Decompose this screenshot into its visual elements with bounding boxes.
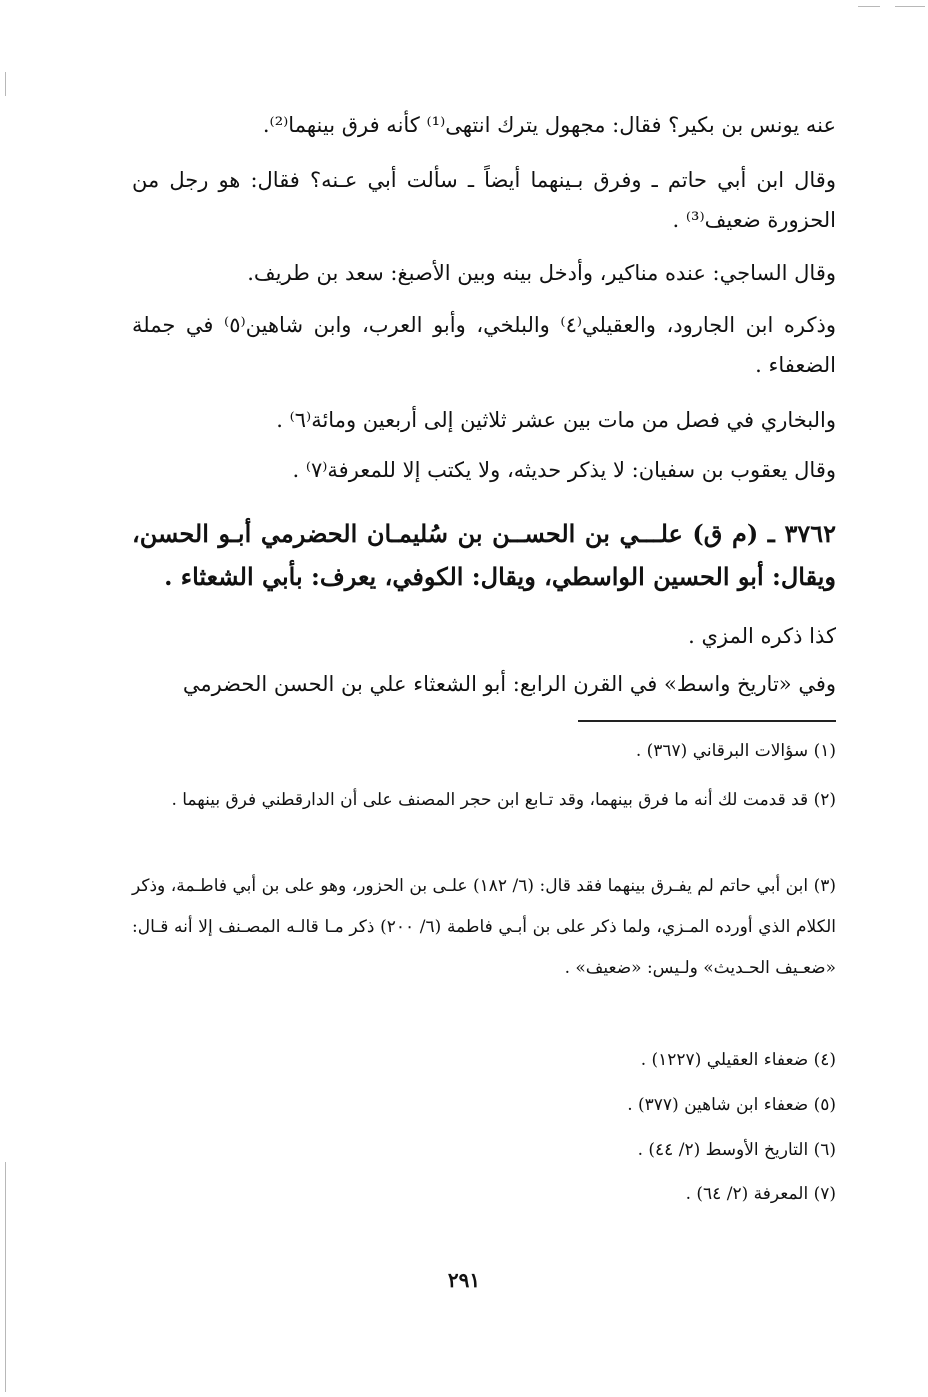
footnote-7: (٧) المعرفة (٢/ ٦٤) .	[685, 1184, 836, 1204]
footnote-2: (٢) قد قدمت لك أنه ما فرق بينهما، وقد تـابع ابن حجر المصنف على أن الدارقطني فرق بينهما .	[171, 790, 836, 810]
body-paragraph-7: كذا ذكره المزي .	[688, 624, 836, 648]
body-paragraph-8: وفي «تاريخ واسط» في القرن الرابع: أبو الشعثاء علي بن الحسن الحضرمي	[182, 672, 836, 696]
footnote-divider	[578, 720, 836, 722]
footnote-4: (٤) ضعفاء العقيلي (١٢٢٧) .	[640, 1050, 836, 1070]
body-paragraph-5: والبخاري في فصل من مات بين عشر ثلاثين إلى أربعين ومائة⁽٦⁾ .	[276, 408, 836, 432]
footnote-1: (١) سؤالات البرقاني (٣٦٧) .	[635, 741, 836, 761]
footnote-3: (٣) ابن أبي حاتم لم يفـرق بينهما فقد قال: (٦/ ١٨٢) علـى بن الحزور، وهو على بن أبي فاطـمة، وذكر الكلام الذي أورده المـزي، ولما ذكر على بن أبـي فاطمة (٦/ ٢٠٠) ذكر مـا قالـه المصـنف إلا أنه قـال: «ضعـيف الحـديث» ولـيس: «ضعيف» .	[132, 876, 836, 978]
body-paragraph-2: وقال ابن أبي حاتم ـ وفرق بـينهما أيضاً ـ سألت أبي عـنه؟ فقال: هو رجل من الحزورة ضعيف⁽³⁾ .	[132, 168, 836, 232]
entry-heading: ٣٧٦٢ ـ (م ق) علـــي بن الحســن بن سُليمـان الحضرمي أبـو الحسن، ويقال: أبو الحسين الواسطي، ويقال: الكوفي، يعرف: بأبي الشعثاء .	[132, 519, 837, 591]
body-paragraph-1: عنه يونس بن بكير؟ فقال: مجهول يترك انتهى⁽¹⁾ كأنه فرق بينهما⁽²⁾.	[262, 113, 836, 137]
body-paragraph-6: وقال يعقوب بن سفيان: لا يذكر حديثه، ولا يكتب إلا للمعرفة⁽٧⁾ .	[292, 458, 836, 482]
body-paragraph-3: وقال الساجي: عنده مناكير، وأدخل بينه وبين الأصبغ: سعد بن طريف.	[247, 261, 836, 285]
footnote-5: (٥) ضعفاء ابن شاهين (٣٧٧) .	[627, 1095, 836, 1115]
page-number: ٢٩١	[447, 1268, 481, 1292]
body-paragraph-4: وذكره ابن الجارود، والعقيلي⁽٤⁾ والبلخي، وأبو العرب، وابن شاهين⁽٥⁾ في جملة الضعفاء .	[132, 313, 837, 377]
footnote-6: (٦) التاريخ الأوسط (٢/ ٤٤) .	[637, 1140, 836, 1160]
